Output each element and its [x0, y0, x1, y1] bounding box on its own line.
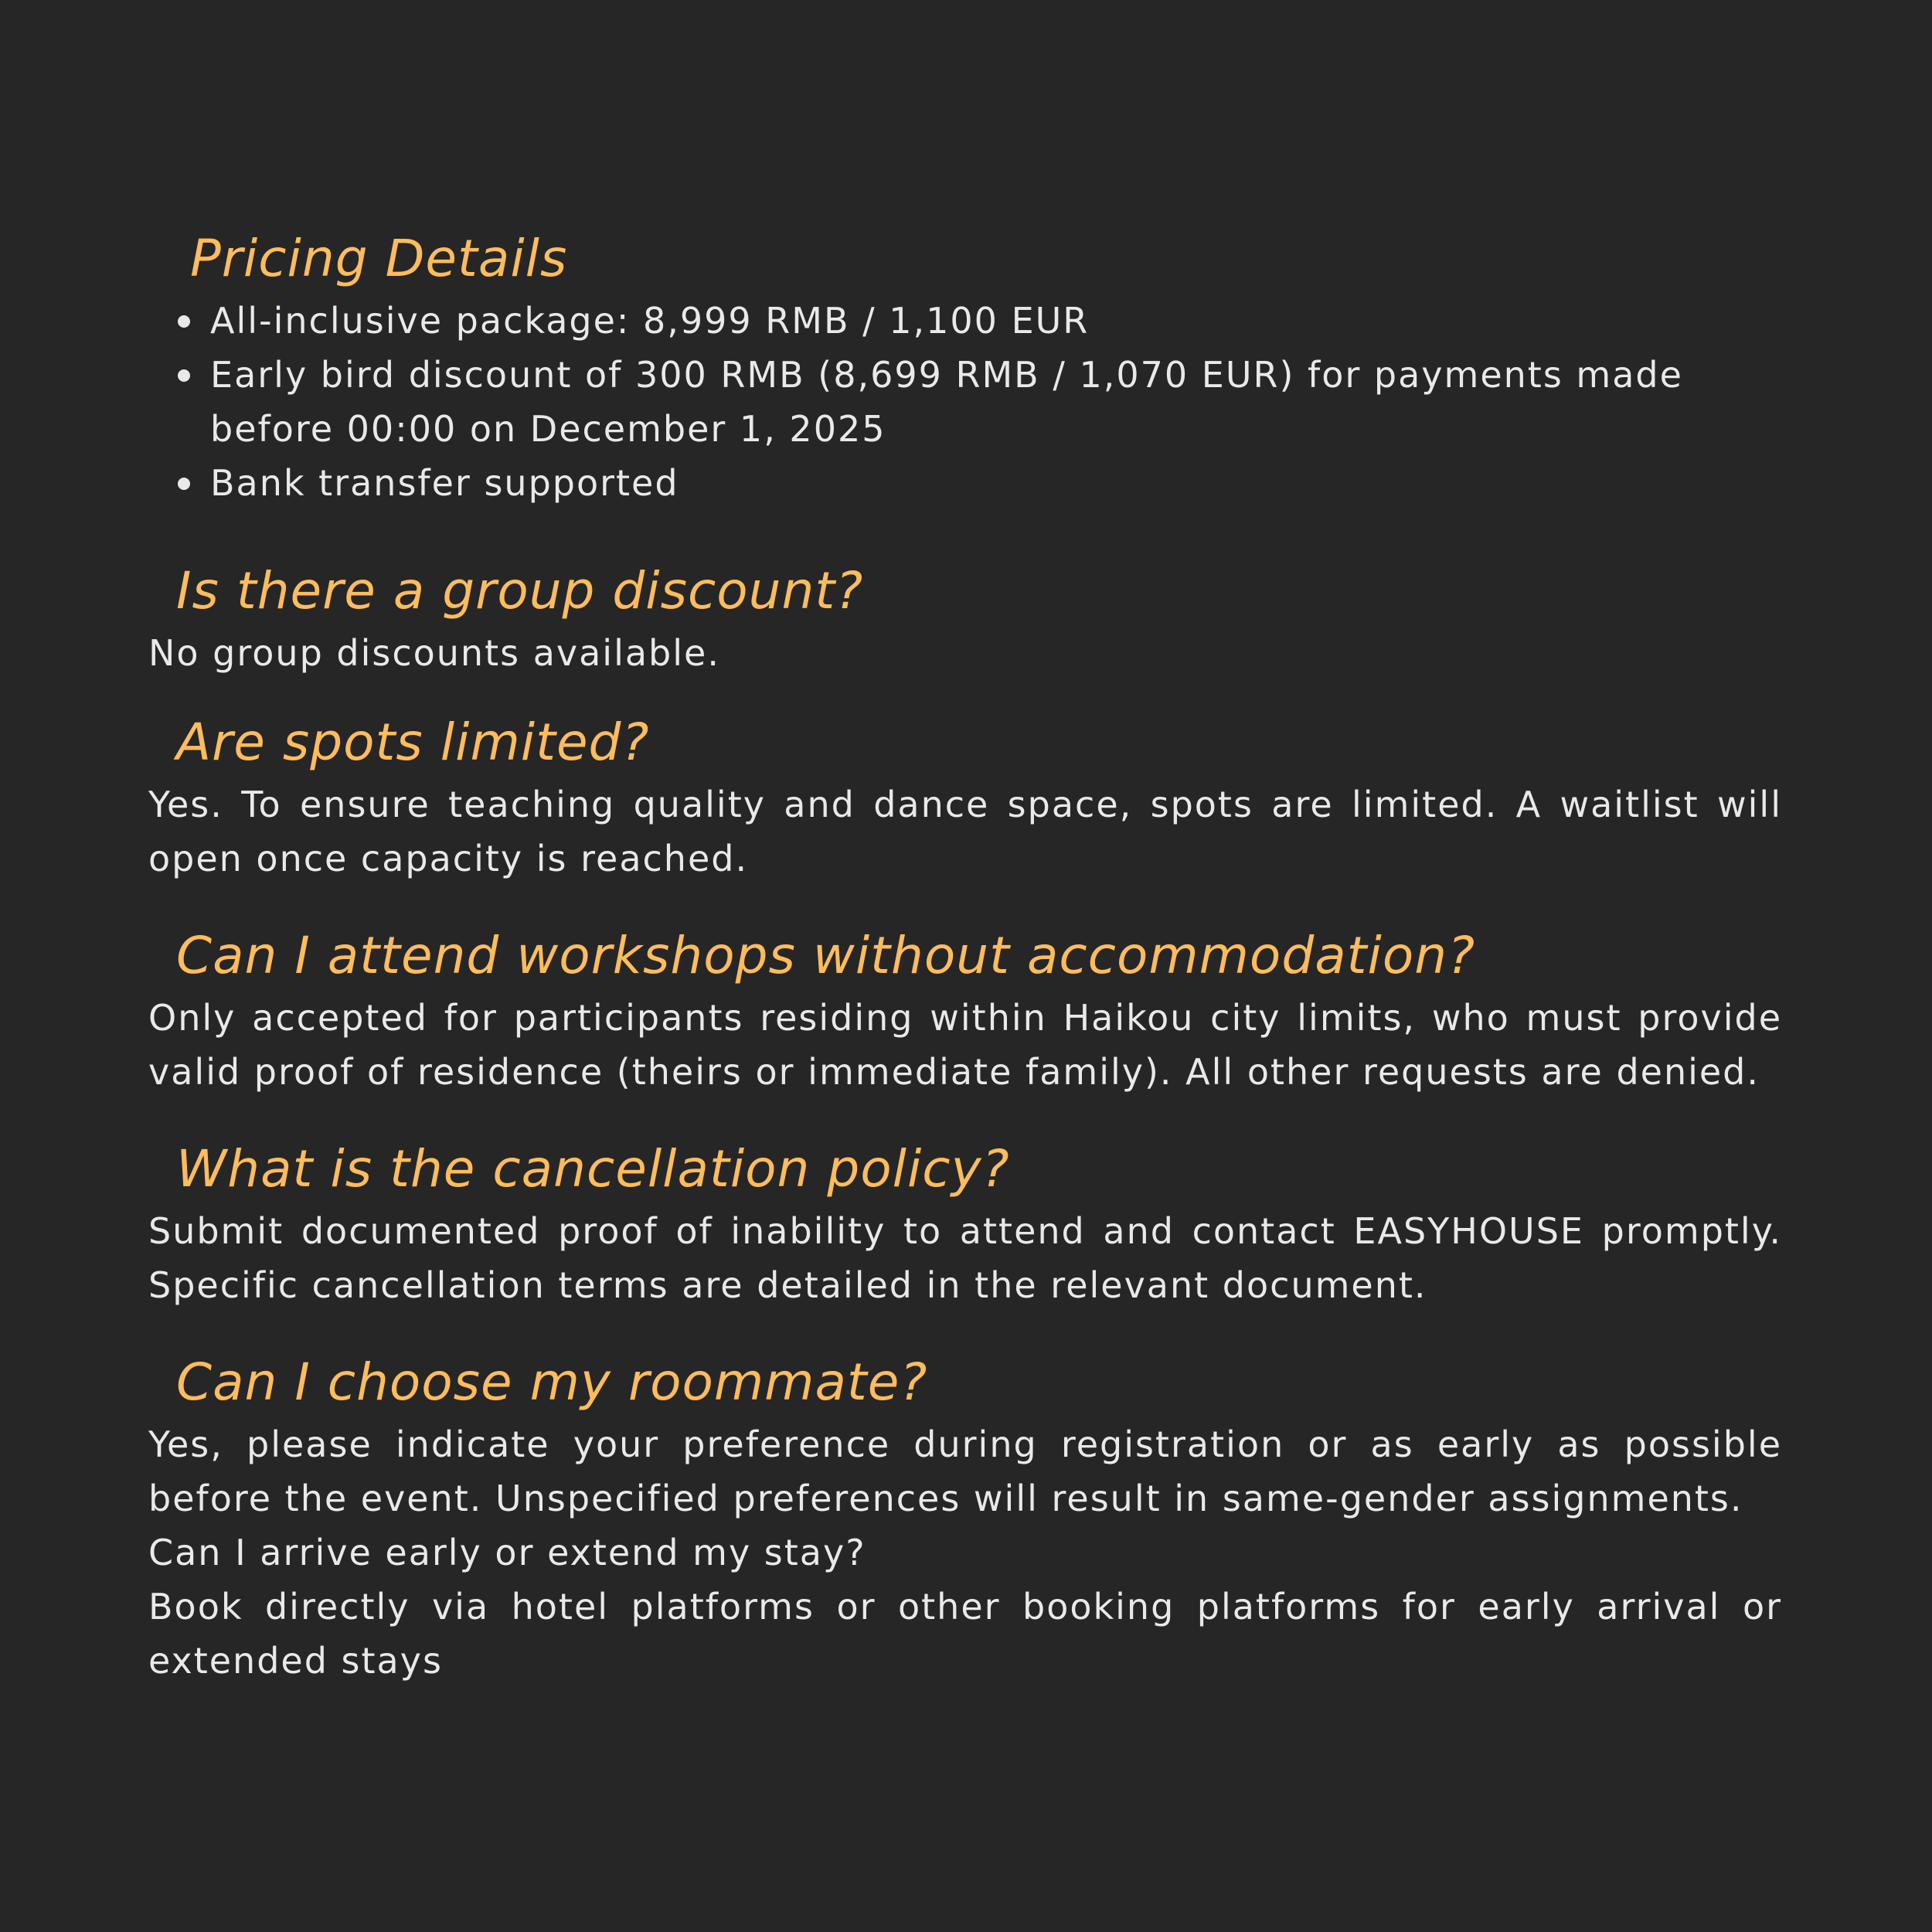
faq-question-group-discount: Is there a group discount? [176, 561, 864, 621]
faq-question-spots-limited: Are spots limited? [176, 713, 650, 772]
faq-answer-roommate: Yes, please indicate your preference during registration or as early as possible before the event. Unspecified preferences will result in same-gender assignments. [148, 1423, 1782, 1519]
faq-answer-cancellation: Submit documented proof of inability to attend and contact EASYHOUSE promptly. Specific cancellation terms are detailed in the relevant document. [148, 1210, 1782, 1306]
pricing-item: Bank transfer supported [148, 456, 1782, 510]
faq-answer-spots-limited: Yes. To ensure teaching quality and dance space, spots are limited. A waitlist will open once capacity is reached. [148, 784, 1782, 879]
pricing-heading: Pricing Details [190, 229, 568, 288]
faq-answer-no-accommodation: Only accepted for participants residing within Haikou city limits, who must provide valid proof of residence (theirs or immediate family). All other requests are denied. [148, 997, 1782, 1093]
pricing-item: All-inclusive package: 8,999 RMB / 1,100 EUR [148, 294, 1782, 348]
faq-question-no-accommodation: Can I attend workshops without accommodation? [176, 926, 1476, 985]
pricing-item: Early bird discount of 300 RMB (8,699 RMB / 1,070 EUR) for payments made before 00:00 on December 1, 2025 [148, 348, 1782, 456]
faq-answer-group-discount: No group discounts available. [148, 632, 720, 674]
pricing-list [148, 294, 1782, 510]
faq-document [148, 224, 1782, 1688]
faq-answer-early-arrival: Book directly via hotel platforms or other booking platforms for early arrival or extended stays [148, 1586, 1782, 1682]
faq-question-early-arrival: Can I arrive early or extend my stay? [148, 1532, 866, 1573]
faq-question-roommate: Can I choose my roommate? [176, 1352, 928, 1412]
faq-question-cancellation: What is the cancellation policy? [176, 1139, 1010, 1199]
